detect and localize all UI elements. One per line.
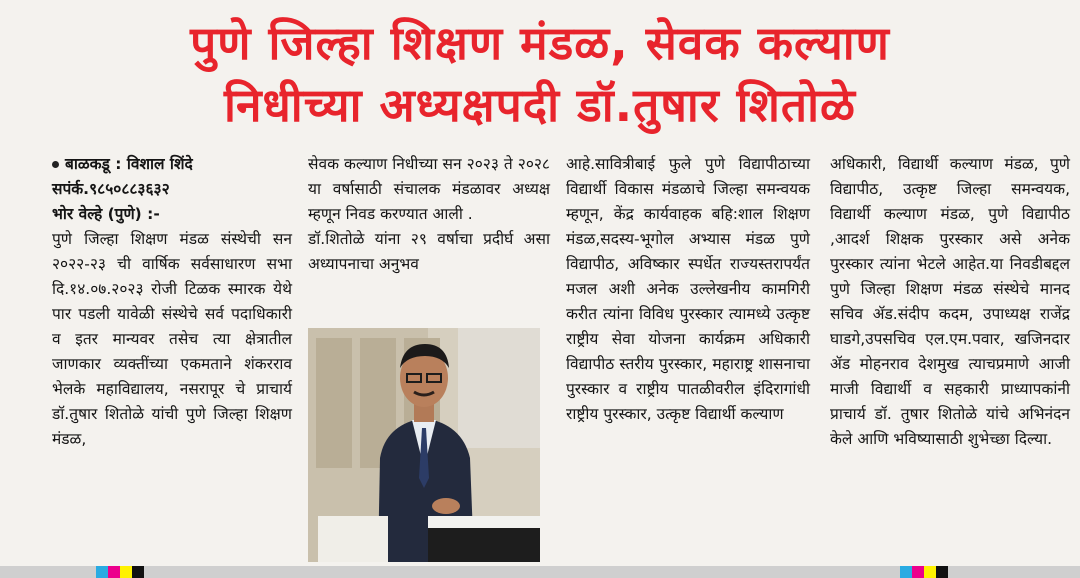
yellow-swatch xyxy=(120,566,132,578)
magenta-swatch xyxy=(108,566,120,578)
article-column-1 xyxy=(52,152,292,452)
article-column-4 xyxy=(830,152,1070,452)
cyan-swatch-right xyxy=(900,566,912,578)
magenta-swatch-right xyxy=(912,566,924,578)
headline-line-2: निधीच्या अध्यक्षपदी डॉ.तुषार शितोळे xyxy=(224,78,856,132)
article-body-col2-para1: सेवक कल्याण निधीच्या सन २०२३ ते २०२८ या वर्षासाठी संचालक मंडळावर अध्यक्ष म्हणून निवड करण्यात आली . xyxy=(308,155,550,223)
cyan-swatch xyxy=(96,566,108,578)
article-column-2 xyxy=(308,152,550,277)
article-column-3 xyxy=(566,152,810,427)
yellow-swatch-right xyxy=(924,566,936,578)
article-body-col3: आहे.सावित्रीबाई फुले पुणे विद्यापीठाच्या विद्यार्थी विकास मंडळाचे जिल्हा समन्वयक म्हणून, केंद्र कार्यवाहक बहि:शाल शिक्षण मंडळ,सदस्य-भूगोल अभ्यास मंडळ पुणे विद्यापीठ, अविष्कार स्पर्धेत राज्यस्तरापर्यंत मजल अशी अनेक उल्लेखनीय कामगिरी करीत त्यांना विविध पुरस्कार त्यामध्ये उत्कृष्ट राष्ट्रीय सेवा योजना कार्यक्रम अधिकारी विद्यापीठ स्तरीय पुरस्कार, महाराष्ट्र शासनाचा पुरस्कार व राष्ट्रीय पातळीवरील इंदिरागांधी राष्ट्रीय पुरस्कार, उत्कृष्ट विद्यार्थी कल्याण xyxy=(566,155,810,423)
byline-reporter: बाळकडू : विशाल शिंदे xyxy=(52,152,292,177)
headline xyxy=(0,0,1080,150)
headline-line-1: पुणे जिल्हा शिक्षण मंडळ, सेवक कल्याण xyxy=(190,16,890,70)
article-body-col2-para2: डॉ.शितोळे यांना २९ वर्षाचा प्रदीर्घ असा अध्यापनाचा अनुभव xyxy=(308,230,550,273)
dateline: भोर वेल्हे (पुणे) :- xyxy=(52,205,160,223)
black-swatch-right xyxy=(936,566,948,578)
article-body-col1: पुणे जिल्हा शिक्षण मंडळ संस्थेची सन २०२२-२३ ची वार्षिक सर्वसाधारण सभा दि.१४.०७.२०२३ रोजी टिळक स्मारक येथे पार पडली यावेळी संस्थेचे सर्व पदाधिकारी व इतर मान्यवर तसेच त्या क्षेत्रातील जाणकार व्यक्तींच्या एकमताने शंकरराव भेलके महाविद्यालय, नसरापूर चे प्राचार्य डॉ.तुषार शितोळे यांची पुणे जिल्हा शिक्षण मंडळ, xyxy=(52,230,292,448)
black-swatch xyxy=(132,566,144,578)
byline-contact: सपंर्क.९८५०८८३६३२ xyxy=(52,180,170,198)
article-body-col4: अधिकारी, विद्यार्थी कल्याण मंडळ, पुणे विद्यापीठ, उत्कृष्ट जिल्हा समन्वयक, विद्यार्थी कल्याण मंडळ, पुणे विद्यापीठ ,आदर्श शिक्षक पुरस्कार असे अनेक पुरस्कार त्यांना भेटले आहेत.या निवडीबद्दल पुणे जिल्हा शिक्षण मंडळ संस्थेचे मानद सचिव ॲड.संदीप कदम, उपाध्यक्ष राजेंद्र घाडगे,उपसचिव एल.एम.पवार, खजिनदार ॲड मोहनराव देशमुख त्याचप्रमाणे आजी माजी विद्यार्थी व सहकारी प्राध्यापकांनी प्राचार्य डॉ. तुषार शितोळे यांचे अभिनंदन केले आणि भविष्यासाठी शुभेच्छा दिल्या. xyxy=(830,155,1070,448)
bullet-icon xyxy=(52,161,59,168)
portrait-photo xyxy=(308,328,540,562)
